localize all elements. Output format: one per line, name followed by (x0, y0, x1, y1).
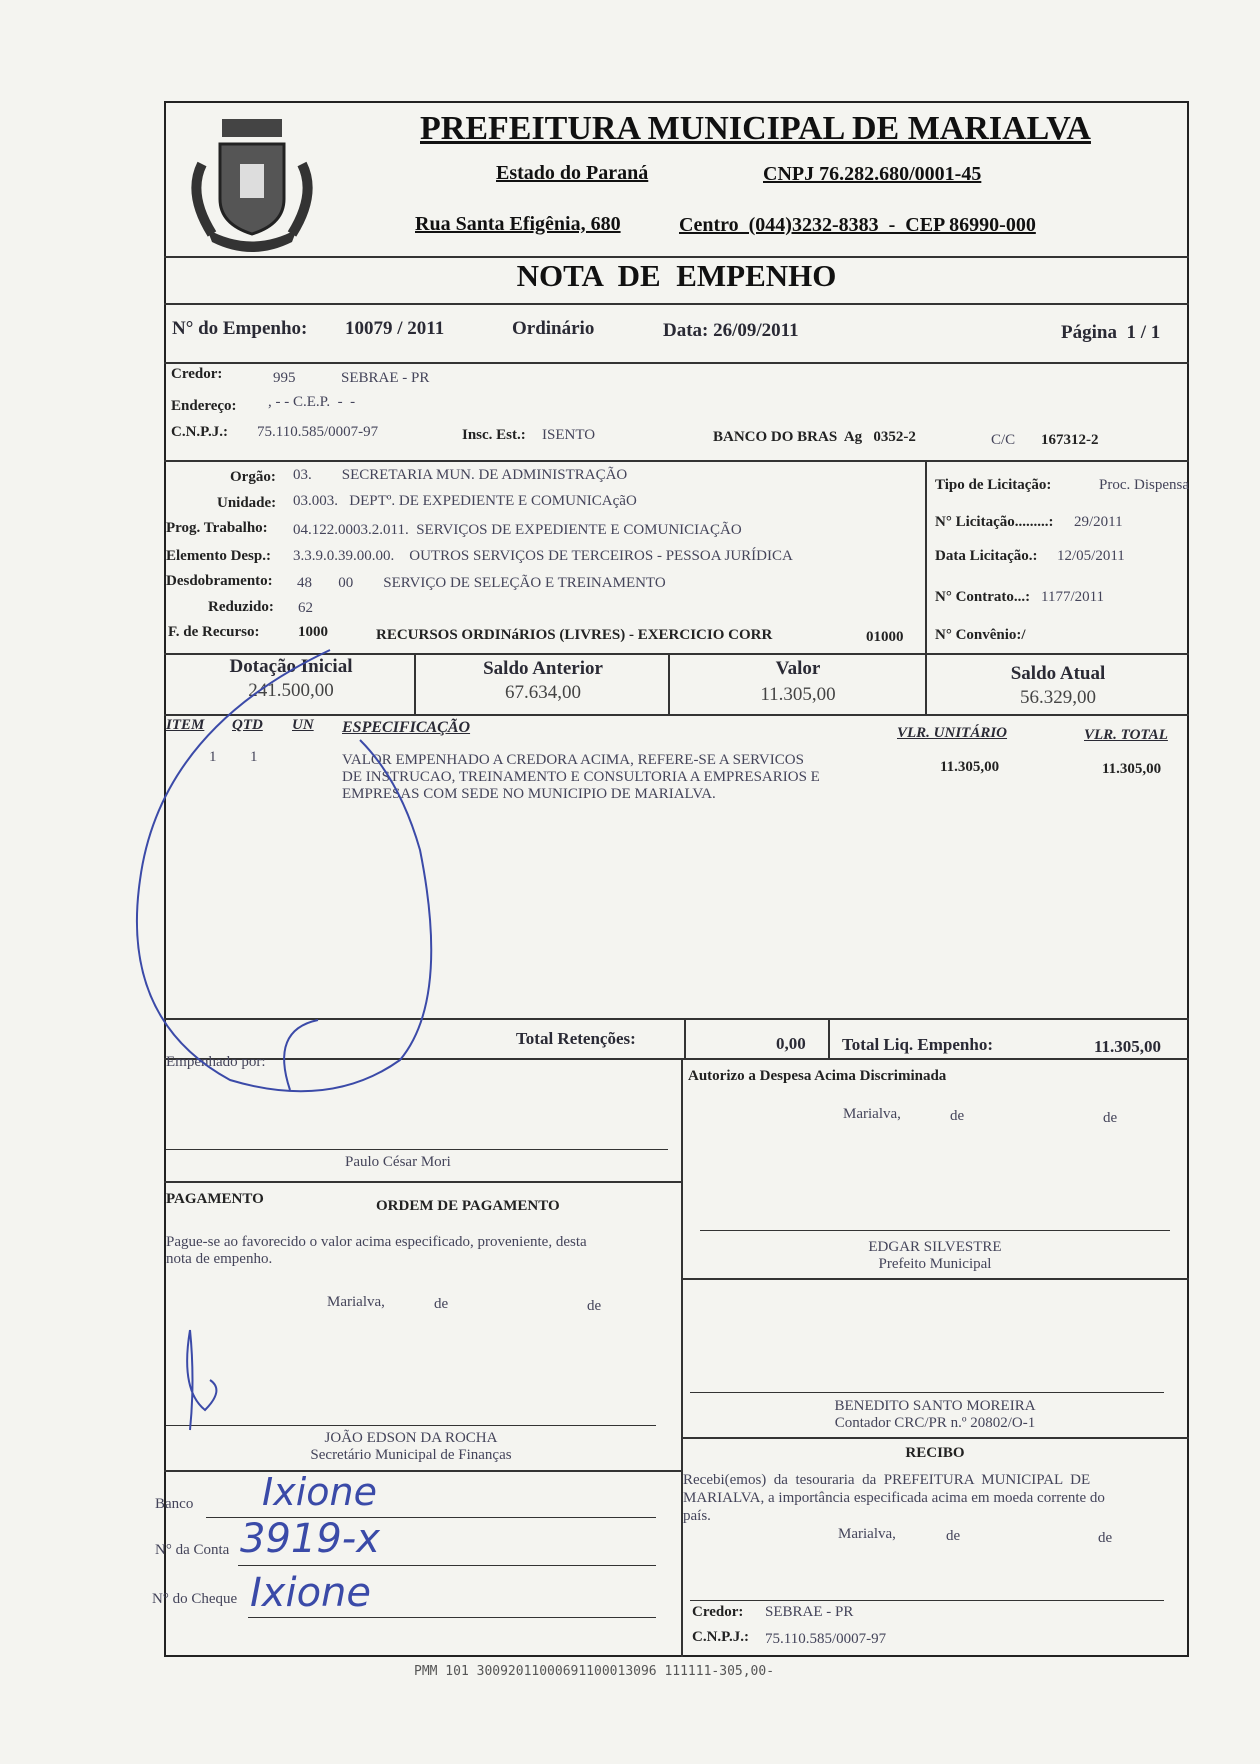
total-liquido-label: Total Liq. Empenho: (842, 1035, 993, 1054)
recibo-credor: SEBRAE - PR (765, 1604, 854, 1620)
insc-label: Insc. Est.: (462, 427, 526, 443)
conta-handwritten: 3919-x (240, 1516, 380, 1562)
empenhado-nome: Paulo César Mori (345, 1154, 451, 1170)
convenio: N° Convênio:/ (935, 627, 1026, 643)
col-un: UN (292, 717, 314, 733)
prog-label: Prog. Trabalho: (166, 520, 268, 536)
recibo-de2: de (1098, 1530, 1113, 1546)
contato-prefeitura: Centro (044)3232-8383 - CEP 86990-000 (679, 214, 1036, 236)
orgao-label: Orgão: (230, 469, 276, 485)
saldo-anterior-valor: 67.634,00 (505, 682, 581, 703)
endereco-prefeitura: Rua Santa Efigênia, 680 (415, 213, 621, 235)
item-vlr-total: 11.305,00 (1102, 761, 1162, 777)
pagamento-de2: de (587, 1298, 602, 1314)
elemento-despesa: 3.3.9.0.39.00.00. OUTROS SERVIÇOS DE TERCEIROS - PESSOA JURÍDICA (293, 548, 793, 564)
total-retencoes: 0,00 (776, 1034, 806, 1053)
recibo-cnpj: 75.110.585/0007-97 (765, 1631, 887, 1647)
numero-licitacao: 29/2011 (1074, 514, 1123, 530)
recibo-de1: de (946, 1528, 961, 1544)
credor-label: Credor: (171, 366, 223, 382)
empenhado-label: Empenhado por: (166, 1054, 266, 1070)
autorizo-de2: de (1103, 1110, 1118, 1126)
pagamento-label: PAGAMENTO (166, 1191, 264, 1207)
saldo-atual-label: Saldo Atual (1010, 663, 1106, 684)
dotacao-label: Dotação Inicial (229, 656, 353, 677)
pagamento-texto2: nota de empenho. (166, 1251, 273, 1267)
data-licitacao: 12/05/2011 (1057, 548, 1125, 564)
cnpj-prefeitura: CNPJ 76.282.680/0001-45 (763, 163, 982, 185)
pagamento-local: Marialva, (327, 1294, 385, 1310)
pagina: Página 1 / 1 (1061, 322, 1161, 343)
credor-cnpj: 75.110.585/0007-97 (257, 424, 379, 440)
total-liquido: 11.305,00 (1094, 1037, 1162, 1056)
cnpj-label: C.N.P.J.: (171, 424, 228, 440)
empenho-data: Data: 26/09/2011 (663, 320, 799, 341)
credor-cc: 167312-2 (1041, 432, 1099, 448)
item-numero: 1 (209, 749, 217, 765)
tipo-licitacao: Proc. Dispensa (1099, 477, 1189, 493)
recibo-credor-label: Credor: (692, 1604, 744, 1620)
cheque-handwritten: Ixione (250, 1570, 372, 1616)
prefeitura-title: PREFEITURA MUNICIPAL DE MARIALVA (420, 110, 1091, 147)
orgao: 03. SECRETARIA MUN. DE ADMINISTRAÇÃO (293, 467, 628, 483)
reduzido-label: Reduzido: (208, 599, 274, 615)
autorizo-local: Marialva, (843, 1106, 901, 1122)
credor-codigo: 995 (273, 370, 296, 386)
total-retencoes-label: Total Retenções: (516, 1029, 636, 1048)
recurso-descricao: RECURSOS ORDINáRIOS (LIVRES) - EXERCICIO CORR (376, 627, 773, 643)
contrato: 1177/2011 (1041, 589, 1105, 605)
item-espec-line3: EMPRESAS COM SEDE NO MUNICIPIO DE MARIALVA. (342, 786, 716, 802)
empenho-number-label: N° do Empenho: (172, 318, 308, 339)
saldo-atual-valor: 56.329,00 (1020, 687, 1096, 708)
unidade-label: Unidade: (217, 495, 277, 511)
secretario-cargo: Secretário Municipal de Finanças (310, 1447, 512, 1463)
pagamento-de1: de (434, 1296, 449, 1312)
recibo-texto3: país. (683, 1508, 711, 1524)
banco-handwritten: Ixione (262, 1470, 377, 1514)
item-espec-line1: VALOR EMPENHADO A CREDORA ACIMA, REFERE-SE A SERVICOS (342, 752, 804, 768)
credor-banco: BANCO DO BRAS Ag 0352-2 (713, 429, 916, 445)
contador-cargo: Contador CRC/PR n.º 20802/O-1 (834, 1415, 1036, 1431)
nota-title: NOTA DE EMPENHO (516, 258, 837, 293)
ink-circle (137, 650, 431, 1091)
reduzido: 62 (298, 600, 313, 616)
recibo-local: Marialva, (838, 1526, 896, 1542)
empenho-number: 10079 / 2011 (345, 318, 445, 339)
recurso-label: F. de Recurso: (168, 624, 260, 640)
item-vlr-unitario: 11.305,00 (940, 759, 1000, 775)
ink-stroke (284, 1020, 318, 1090)
elemento-label: Elemento Desp.: (166, 548, 271, 564)
col-vlr-total: VLR. TOTAL (1084, 727, 1168, 743)
autorizo-label: Autorizo a Despesa Acima Discriminada (688, 1068, 947, 1084)
pagamento-texto1: Pague-se ao favorecido o valor acima especificado, proveniente, desta (166, 1234, 587, 1250)
recurso-codigo: 1000 (298, 624, 328, 640)
recibo-texto2: MARIALVA, a importância especificada acima em moeda corrente do (683, 1490, 1105, 1506)
secretario-nome: JOÃO EDSON DA ROCHA (324, 1430, 498, 1446)
recibo-label: RECIBO (905, 1445, 965, 1461)
valor-valor: 11.305,00 (760, 684, 836, 705)
contador-nome: BENEDITO SANTO MOREIRA (834, 1398, 1036, 1414)
recibo-cnpj-label: C.N.P.J.: (692, 1629, 749, 1645)
autorizo-de1: de (950, 1108, 965, 1124)
conta-label: N° da Conta (155, 1542, 230, 1558)
col-item: ITEM (166, 717, 205, 733)
footer-code: PMM 101 30092011000691100013096 111111-305,00- (414, 1664, 775, 1679)
recurso-code-2: 01000 (866, 629, 904, 645)
desdobramento: 48 00 SERVIÇO DE SELEÇÃO E TREINAMENTO (297, 575, 666, 591)
item-qtd: 1 (250, 749, 258, 765)
numero-licitacao-label: N° Licitação.........: (935, 514, 1054, 530)
cheque-label: N° do Cheque (152, 1591, 238, 1607)
col-vlr-unitario: VLR. UNITÁRIO (897, 725, 1008, 741)
unidade: 03.003. DEPTº. DE EXPEDIENTE E COMUNICAçãO (293, 493, 637, 509)
desdobramento-label: Desdobramento: (166, 573, 273, 589)
contrato-label: N° Contrato...: (935, 589, 1031, 605)
prefeito-cargo: Prefeito Municipal (878, 1256, 992, 1272)
dotacao-valor: 241.500,00 (248, 680, 334, 701)
prefeito-nome: EDGAR SILVESTRE (868, 1239, 1002, 1255)
prog-trabalho: 04.122.0003.2.011. SERVIÇOS DE EXPEDIENTE E COMUNICIAÇÃO (293, 522, 742, 538)
cc-label: C/C (991, 432, 1016, 448)
banco-label: Banco (155, 1496, 194, 1512)
ordem-pagamento-label: ORDEM DE PAGAMENTO (376, 1198, 560, 1214)
col-qtd: QTD (232, 717, 263, 733)
col-especificacao: ESPECIFICAÇÃO (342, 719, 471, 736)
credor-nome: SEBRAE - PR (341, 370, 430, 386)
tipo-licitacao-label: Tipo de Licitação: (935, 477, 1052, 493)
ink-initials (187, 1330, 216, 1430)
recibo-texto1: Recebi(emos) da tesouraria da PREFEITURA MUNICIPAL DE (683, 1472, 1091, 1488)
endereco-label: Endereço: (171, 398, 237, 414)
item-espec-line2: DE INSTRUCAO, TREINAMENTO E CONSULTORIA A EMPRESARIOS E (342, 769, 820, 785)
credor-endereco: , - - C.E.P. - - (268, 394, 356, 410)
empenho-tipo: Ordinário (512, 318, 595, 339)
saldo-anterior-label: Saldo Anterior (483, 658, 603, 679)
estado: Estado do Paraná (496, 162, 649, 184)
data-licitacao-label: Data Licitação.: (935, 548, 1038, 564)
credor-insc: ISENTO (542, 427, 596, 443)
valor-label: Valor (775, 658, 821, 679)
